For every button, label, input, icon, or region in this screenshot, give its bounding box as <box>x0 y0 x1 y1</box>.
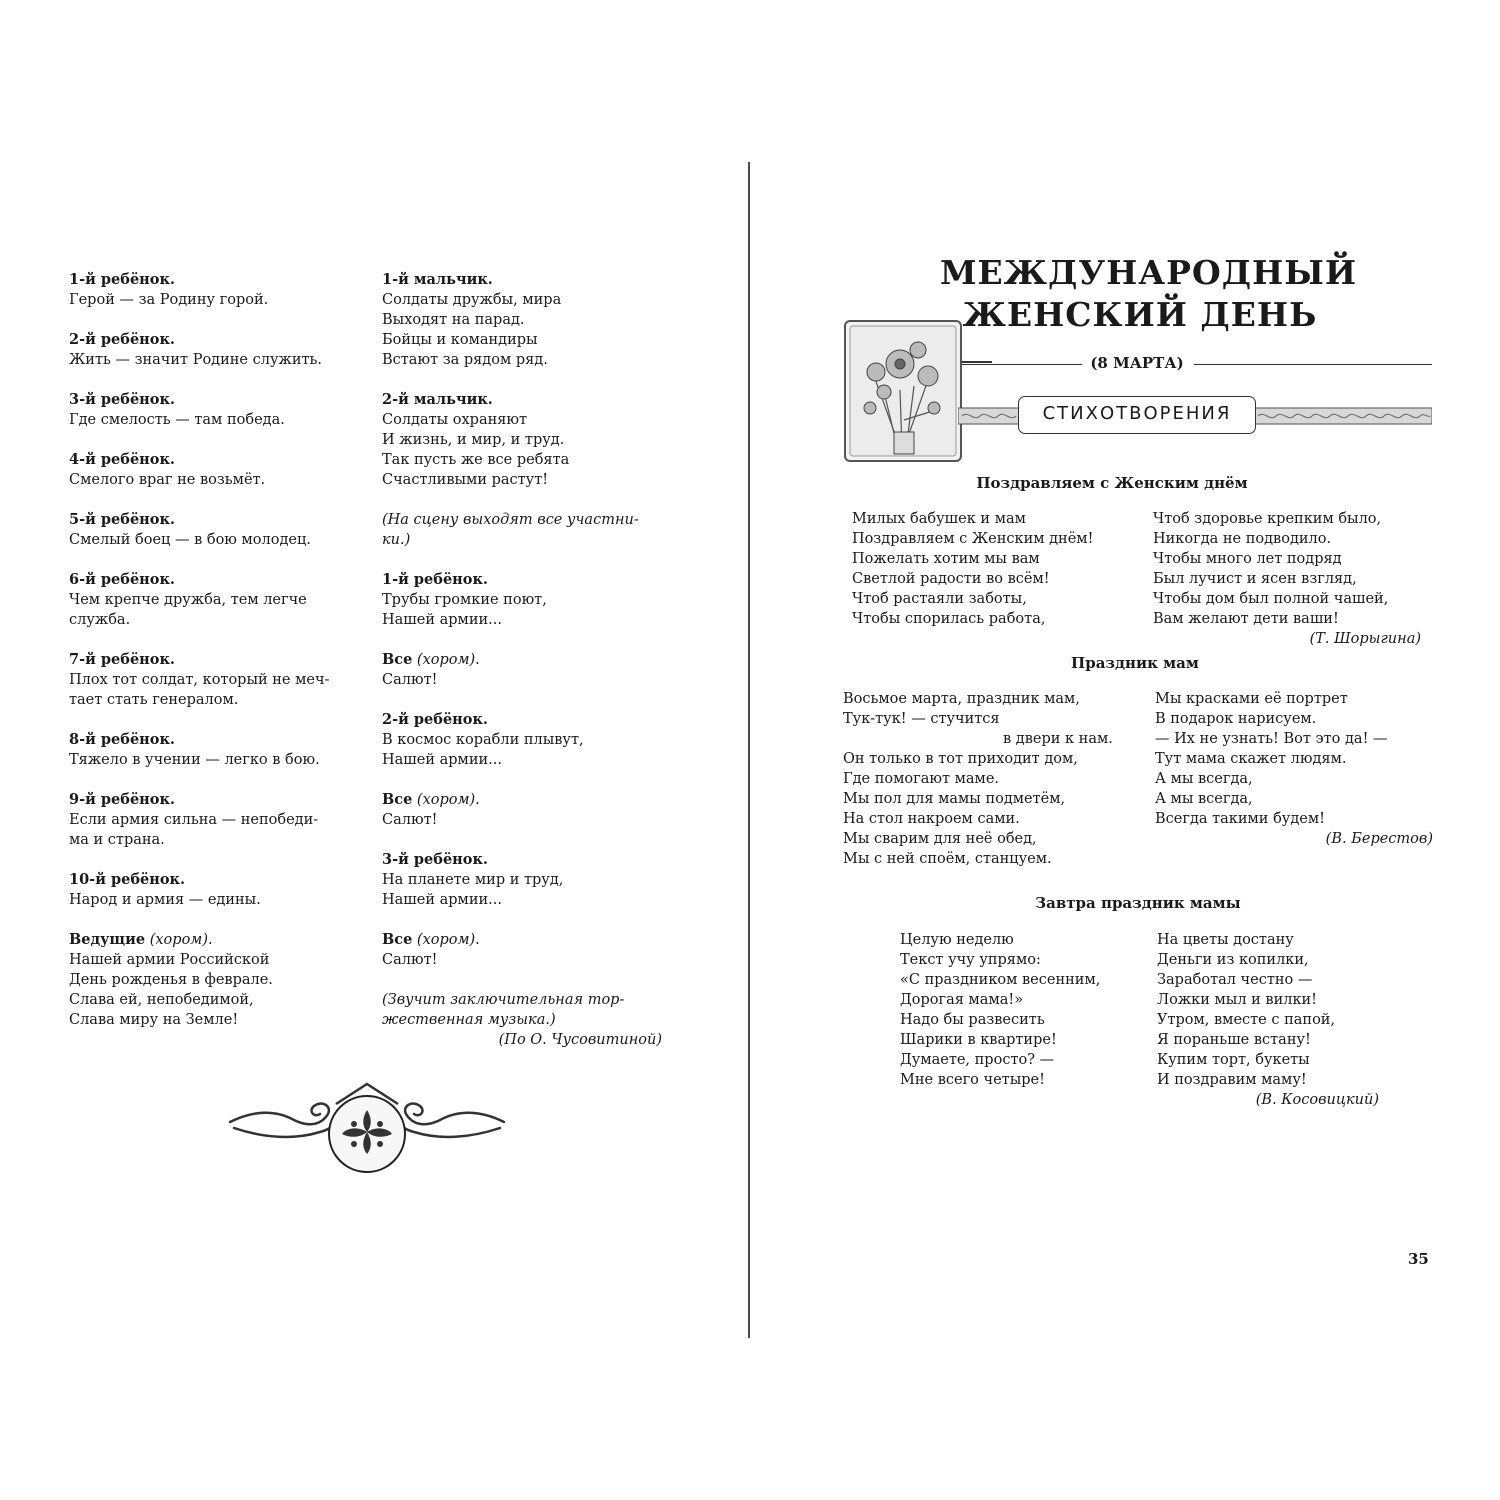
dialogue-line: Салют! <box>382 952 438 968</box>
stage-direction <box>382 510 662 550</box>
speaker-line <box>69 930 359 950</box>
dialogue-line: Смелый боец — в бою молодец. <box>69 532 311 548</box>
poem-author: (В. Косовицкий) <box>1255 1092 1379 1108</box>
dialogue-block <box>69 450 359 490</box>
rule-accent <box>962 361 992 363</box>
dialogue-block <box>382 710 662 770</box>
poem-line: Вам желают дети ваши! <box>1153 611 1339 627</box>
speaker: 1-й ребёнок. <box>69 271 175 288</box>
poem-line: Мы красками её портрет <box>1155 691 1348 707</box>
poem-line: Мы с ней споём, станцуем. <box>843 851 1052 867</box>
speaker-line <box>382 930 662 950</box>
title-line: МЕЖДУНАРОДНЫЙ <box>940 253 1358 292</box>
stage-direction-line: (На сцену выходят все участни- <box>382 512 639 528</box>
poem-line: Тук-тук! — стучится <box>843 711 1000 727</box>
poem-line: Утром, вместе с папой, <box>1157 1012 1336 1028</box>
stage-direction-line: жественная музыка.) <box>382 1012 556 1028</box>
dialogue-line: Народ и армия — едины. <box>69 892 261 908</box>
poem-line: Мне всего четыре! <box>900 1072 1045 1088</box>
date-subtitle <box>962 352 1432 378</box>
poem-line: Поздравляем с Женским днём! <box>852 531 1094 547</box>
dialogue-line: Нашей армии... <box>382 612 502 628</box>
speaker: 5-й ребёнок. <box>69 511 175 528</box>
poem-line: Шарики в квартире! <box>900 1032 1057 1048</box>
dialogue-line: тает стать генералом. <box>69 692 239 708</box>
dialogue-line: Слава миру на Земле! <box>69 1012 239 1028</box>
stage-direction-line: (Звучит заключительная тор- <box>382 992 625 1008</box>
dialogue-line: Салют! <box>382 812 438 828</box>
poem-line: Где помогают маме. <box>843 771 1000 787</box>
poem-line: А мы всегда, <box>1155 791 1253 807</box>
dialogue-line: Встают за рядом ряд. <box>382 352 548 368</box>
dialogue-line: Нашей армии... <box>382 892 502 908</box>
speaker: 3-й ребёнок. <box>69 391 175 408</box>
dialogue-block <box>69 390 359 430</box>
speaker-line <box>382 650 662 670</box>
dialogue-block <box>69 330 359 370</box>
dialogue-line: Герой — за Родину горой. <box>69 292 269 308</box>
dialogue-block <box>69 570 359 630</box>
dialogue-line: ма и страна. <box>69 832 165 848</box>
poem-line: Чтобы спорилась работа, <box>852 611 1046 627</box>
poem-line: Дорогая мама!» <box>900 992 1024 1008</box>
dialogue-line: Счастливыми растут! <box>382 472 549 488</box>
poem-line: Восьмое марта, праздник мам, <box>843 691 1080 707</box>
poem-line: Чтоб растаяли заботы, <box>852 591 1027 607</box>
poem-line: Тут мама скажет людям. <box>1155 751 1347 767</box>
poem-line: Чтоб здоровье крепким было, <box>1153 511 1382 527</box>
speaker: 1-й ребёнок. <box>382 571 488 588</box>
speaker-note: (хором). <box>416 932 480 948</box>
dialogue-line: Салют! <box>382 672 438 688</box>
dialogue-line: служба. <box>69 612 131 628</box>
poem-line: Светлой радости во всём! <box>852 571 1050 587</box>
poem-line: Мы пол для мамы подметём, <box>843 791 1066 807</box>
dialogue-block <box>382 850 662 910</box>
dialogue-block <box>69 270 359 310</box>
dialogue-line: Чем крепче дружба, тем легче <box>69 592 307 608</box>
poem-line: На стол накроем сами. <box>843 811 1020 827</box>
poem-author: (В. Берестов) <box>1325 831 1433 847</box>
poem-line: Всегда такими будем! <box>1155 811 1325 827</box>
dialogue-line: Тяжело в учении — легко в бою. <box>69 752 320 768</box>
poem-line: На цветы достану <box>1157 932 1294 948</box>
dialogue-line: В космос корабли плывут, <box>382 732 584 748</box>
poem-line: Никогда не подводило. <box>1153 531 1332 547</box>
rule-left <box>962 364 1082 365</box>
poem-line: Ложки мыл и вилки! <box>1157 992 1318 1008</box>
dialogue-line: На планете мир и труд, <box>382 872 564 888</box>
poem-line: И поздравим маму! <box>1157 1072 1307 1088</box>
speaker: Ведущие <box>69 931 146 948</box>
poem-title: Праздник мам <box>1071 654 1199 672</box>
poem-line: Был лучист и ясен взгляд, <box>1153 571 1357 587</box>
speaker: 3-й ребёнок. <box>382 851 488 868</box>
left-column-a <box>69 270 359 1050</box>
holiday-date: (8 МАРТА) <box>1090 354 1184 372</box>
speaker: 7-й ребёнок. <box>69 651 175 668</box>
poem-line: Я пораньше встану! <box>1157 1032 1311 1048</box>
poem-line: Заработал честно — <box>1157 972 1313 988</box>
dialogue-line: Если армия сильна — непобеди- <box>69 812 319 828</box>
speaker: 9-й ребёнок. <box>69 791 175 808</box>
dialogue-block <box>69 870 359 910</box>
poem-line: в двери к нам. <box>1003 731 1113 747</box>
speaker-line <box>382 790 662 810</box>
speaker-note: (хором). <box>416 792 480 808</box>
poem-title: Завтра праздник мамы <box>1035 894 1241 912</box>
dialogue-block <box>69 510 359 550</box>
speaker: 1-й мальчик. <box>382 271 493 288</box>
left-column-b <box>382 270 662 1050</box>
section-banner <box>958 396 1432 436</box>
poem-column <box>1157 930 1379 1110</box>
speaker-note: (хором). <box>416 652 480 668</box>
speaker: 10-й ребёнок. <box>69 871 186 888</box>
poem-line: Деньги из копилки, <box>1157 952 1309 968</box>
page-number: 35 <box>1408 1250 1429 1268</box>
dialogue-line: Плох тот солдат, который не меч- <box>69 672 330 688</box>
poem-column <box>843 689 1133 869</box>
poem-line: «С праздником весенним, <box>900 972 1101 988</box>
dialogue-line: День рожденья в феврале. <box>69 972 273 988</box>
dialogue-line: Выходят на парад. <box>382 312 525 328</box>
dialogue-block <box>69 650 359 710</box>
dialogue-line: Так пусть же все ребята <box>382 452 570 468</box>
dialogue-block <box>382 650 662 690</box>
ornament-flourish-icon <box>224 1080 510 1176</box>
poem-line: Чтобы дом был полной чашей, <box>1153 591 1389 607</box>
dialogue-block <box>382 270 662 370</box>
poem-line: Мы сварим для неё обед, <box>843 831 1037 847</box>
poem-line: Надо бы развесить <box>900 1012 1045 1028</box>
rule-right <box>1194 364 1432 365</box>
dialogue-block <box>382 790 662 830</box>
speaker: Все <box>382 791 413 808</box>
speaker: 8-й ребёнок. <box>69 731 175 748</box>
speaker: 2-й ребёнок. <box>382 711 488 728</box>
poem-column <box>1155 689 1433 849</box>
dialogue-line: Бойцы и командиры <box>382 332 538 348</box>
dialogue-line: Солдаты дружбы, мира <box>382 292 562 308</box>
poem-title: Поздравляем с Женским днём <box>976 474 1248 492</box>
title-line: ЖЕНСКИЙ ДЕНЬ <box>962 295 1318 334</box>
speaker: 2-й мальчик. <box>382 391 493 408</box>
dialogue-line: Жить — значит Родине служить. <box>69 352 323 368</box>
poem-column <box>900 930 1150 1090</box>
dialogue-line: И жизнь, и мир, и труд. <box>382 432 565 448</box>
poem-line: Он только в тот приходит дом, <box>843 751 1078 767</box>
poem-column <box>852 509 1142 629</box>
poem-line: Целую неделю <box>900 932 1014 948</box>
poem-line: Купим торт, букеты <box>1157 1052 1310 1068</box>
dialogue-line: Трубы громкие поют, <box>382 592 547 608</box>
poem-line: В подарок нарисуем. <box>1155 711 1317 727</box>
flower-bouquet-icon <box>844 320 962 462</box>
dialogue-line: Смелого враг не возьмёт. <box>69 472 266 488</box>
dialogue-line: Где смелость — там победа. <box>69 412 285 428</box>
poem-line: А мы всегда, <box>1155 771 1253 787</box>
poem-line: Чтобы много лет подряд <box>1153 551 1342 567</box>
poem-line: Пожелать хотим мы вам <box>852 551 1040 567</box>
dialogue-line: Солдаты охраняют <box>382 412 528 428</box>
stage-direction <box>382 990 662 1050</box>
poem-line: Думаете, просто? — <box>900 1052 1055 1068</box>
dialogue-block <box>69 790 359 850</box>
speaker: 6-й ребёнок. <box>69 571 175 588</box>
dialogue-line: Нашей армии... <box>382 752 502 768</box>
speaker: Все <box>382 651 413 668</box>
dialogue-block <box>382 570 662 630</box>
poem-author: (Т. Шорыгина) <box>1309 631 1421 647</box>
source-credit: (По О. Чусовитиной) <box>498 1032 662 1048</box>
poem-line: Текст учу упрямо: <box>900 952 1041 968</box>
dialogue-block <box>69 930 359 1030</box>
dialogue-block <box>382 930 662 970</box>
page-gutter <box>748 162 750 1338</box>
speaker: 2-й ребёнок. <box>69 331 175 348</box>
page-title <box>940 252 1358 336</box>
dialogue-block <box>382 390 662 490</box>
stage-direction-line: ки.) <box>382 532 411 548</box>
poem-line: — Их не узнать! Вот это да! — <box>1155 731 1388 747</box>
poem-line: Милых бабушек и мам <box>852 511 1026 527</box>
speaker-note: (хором). <box>149 932 213 948</box>
dialogue-line: Слава ей, непобедимой, <box>69 992 254 1008</box>
dialogue-block <box>69 730 359 770</box>
section-label: СТИХОТВОРЕНИЯ <box>1042 403 1232 424</box>
dialogue-line: Нашей армии Российской <box>69 952 270 968</box>
poem-column <box>1153 509 1421 649</box>
speaker: Все <box>382 931 413 948</box>
speaker: 4-й ребёнок. <box>69 451 175 468</box>
